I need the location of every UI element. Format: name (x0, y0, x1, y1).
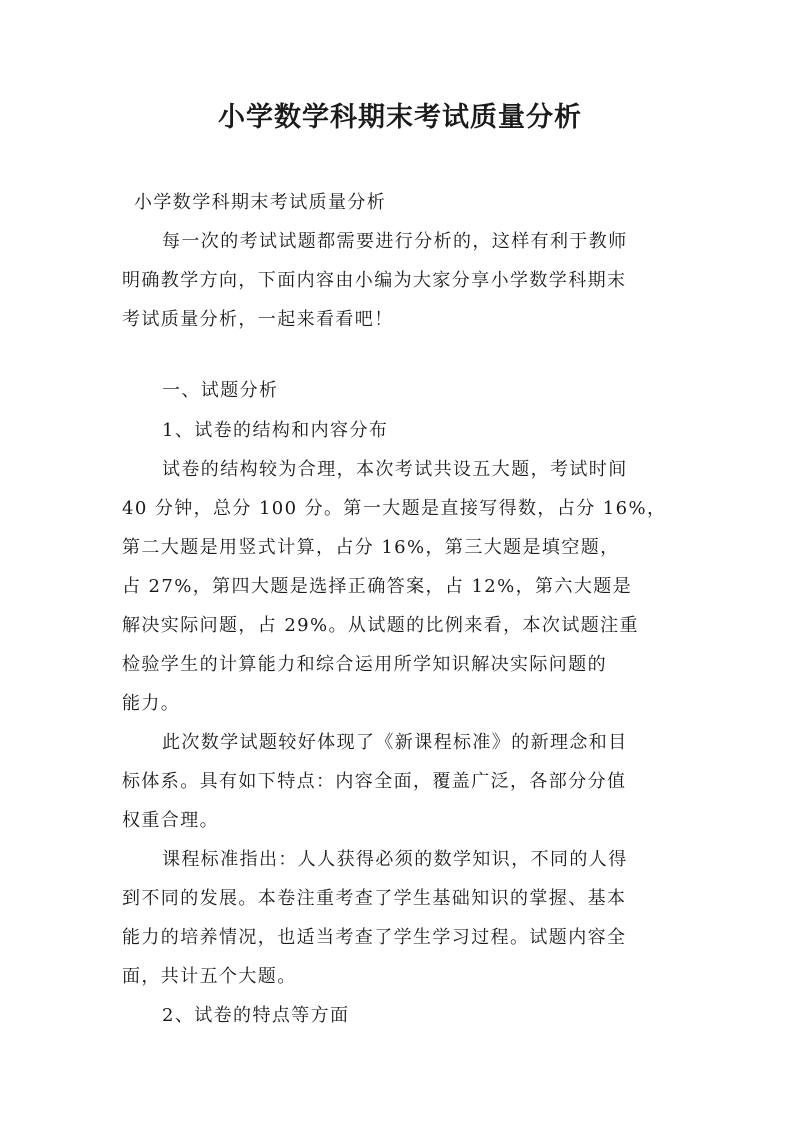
paragraph-3-line-1: 课程标准指出：人人获得必须的数学知识，不同的人得 (162, 849, 628, 870)
subtitle-line: 小学数学科期末考试质量分析 (134, 192, 387, 213)
paragraph-2-line-1: 此次数学试题较好体现了《新课程标准》的新理念和目 (162, 732, 628, 753)
paragraph-1-line-2: 40 分钟，总分 100 分。第一大题是直接写得数，占分 16%， (122, 498, 667, 519)
paragraph-3-line-2: 到不同的发展。本卷注重考查了学生基础知识的掌握、基本 (122, 888, 627, 909)
paragraph-3-line-3: 能力的培养情况，也适当考查了学生学习过程。试题内容全 (122, 927, 627, 948)
paragraph-2-line-2: 标体系。具有如下特点：内容全面，覆盖广泛，各部分分值 (122, 771, 627, 792)
paragraph-1-line-5: 解决实际问题，占 29%。从试题的比例来看，本次试题注重 (122, 615, 639, 636)
paragraph-2-line-3: 权重合理。 (122, 810, 219, 831)
intro-line-2: 明确教学方向，下面内容由小编为大家分享小学数学科期末 (122, 270, 627, 291)
paragraph-1-line-4: 占 27%，第四大题是选择正确答案，占 12%，第六大题是 (122, 576, 633, 597)
section-heading-1: 一、试题分析 (162, 380, 279, 401)
paragraph-1-line-7: 能力。 (122, 693, 181, 714)
document-title: 小学数学科期末考试质量分析 (218, 102, 582, 133)
paragraph-1-line-6: 检验学生的计算能力和综合运用所学知识解决实际问题的 (122, 654, 607, 675)
paragraph-3-line-4: 面，共计五个大题。 (122, 966, 297, 987)
intro-line-3: 考试质量分析，一起来看看吧！ (122, 309, 394, 330)
paragraph-1-line-3: 第二大题是用竖式计算，占分 16%，第三大题是填空题， (122, 537, 620, 558)
subsection-heading-1: 1、试卷的结构和内容分布 (162, 420, 389, 441)
paragraph-1-line-1: 试卷的结构较为合理，本次考试共设五大题，考试时间 (162, 459, 628, 480)
intro-line-1: 每一次的考试试题都需要进行分析的，这样有利于教师 (162, 231, 628, 252)
subsection-heading-2: 2、试卷的特点等方面 (162, 1005, 350, 1026)
